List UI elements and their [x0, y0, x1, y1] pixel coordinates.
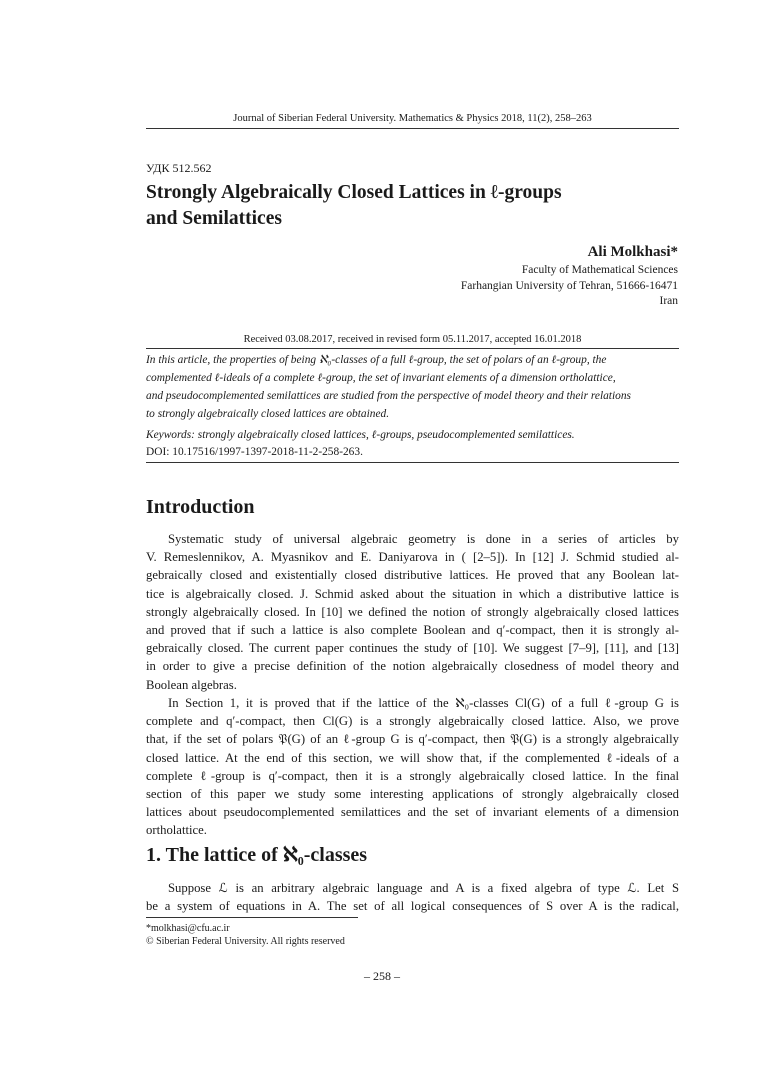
- text-line: closed lattice. At the end of this section, we will show that, if the complemented ℓ-ideals of a: [146, 750, 679, 765]
- text-line: V. Remeslennikov, A. Myasnikov and E. Daniyarova in ( [2–5]). In [12] J. Schmid studied al-: [146, 550, 679, 565]
- footnotes: [146, 922, 345, 948]
- text-line: Systematic study of universal algebraic geometry is done in a series of articles by: [168, 532, 679, 546]
- author-name: Ali Molkhasi*: [587, 244, 678, 260]
- title-line: and Semilattices: [146, 208, 282, 229]
- section-1-paragraph: [146, 879, 679, 915]
- affiliation-line: Faculty of Mathematical Sciences: [521, 264, 678, 276]
- text-line: lattices about pseudocomplemented semilattices and the set of invariant elements of a dimension: [146, 805, 679, 820]
- text-line: tice is algebraically closed. J. Schmid asked about the situation in which a distributive lattice is: [146, 586, 679, 601]
- affiliation-line: Farhangian University of Tehran, 51666-16471: [460, 279, 678, 292]
- text-line: section of this paper we study some interesting applications of strongly algebraically closed: [146, 787, 679, 802]
- received-dates: Received 03.08.2017, received in revised form 05.11.2017, accepted 16.01.2018: [243, 334, 582, 345]
- page-number: – 258 –: [364, 969, 400, 983]
- abstract-line: to strongly algebraically closed lattices are obtained.: [146, 408, 390, 420]
- abstract-top-rule: [146, 348, 679, 349]
- abstract-bottom-rule: [146, 462, 679, 463]
- text-line: complete and q′-compact, then Cl(G) is a strongly algebraically closed lattice. Also, we prove: [146, 714, 679, 729]
- text-line: Suppose ℒ is an arbitrary algebraic language and A is a fixed algebra of type ℒ. Let S: [168, 881, 679, 895]
- text-line: complete ℓ-group is q′-compact, then it is a strongly algebraically closed lattice. In the final: [146, 768, 679, 783]
- keywords: Keywords: strongly algebraically closed lattices, ℓ-groups, pseudocomplemented semilattices.: [146, 429, 575, 441]
- text-line: that, if the set of polars 𝔓(G) of an ℓ-group G is q′-compact, then 𝔓(G) is a strongly algebraically: [146, 732, 679, 747]
- introduction-heading: Introduction: [146, 496, 255, 518]
- intro-paragraph-1: [146, 530, 679, 694]
- header-rule: [146, 128, 679, 129]
- paper-title: [146, 180, 666, 232]
- abstract: [146, 351, 679, 423]
- text-line: ortholattice.: [146, 823, 207, 838]
- udk-code: УДК 512.562: [146, 161, 212, 175]
- abstract-line: In this article, the properties of being ℵ₀-classes of a full ℓ-group, the set of polars of an ℓ-group, the: [146, 354, 607, 366]
- footnote-email: *molkhasi@cfu.ac.ir: [146, 923, 230, 934]
- footnote-rule: [146, 917, 358, 918]
- running-head: Journal of Siberian Federal University. Mathematics & Physics 2018, 11(2), 258–263: [233, 113, 592, 124]
- affiliation-line: Iran: [659, 295, 678, 307]
- affiliation: [461, 263, 678, 310]
- text-line: strongly algebraically closed. In [10] we defined the notion of strongly algebraically closed lattices: [146, 604, 679, 619]
- title-line: Strongly Algebraically Closed Lattices in ℓ-groups: [146, 182, 562, 203]
- abstract-line: complemented ℓ-ideals of a complete ℓ-group, the set of invariant elements of a dimension ortholattice,: [146, 372, 616, 384]
- section-1-heading: 1. The lattice of ℵ₀-classes: [146, 844, 368, 866]
- footnote-copyright: © Siberian Federal University. All rights reserved: [146, 936, 345, 947]
- abstract-line: and pseudocomplemented semilattices are studied from the perspective of model theory and their relations: [146, 390, 631, 402]
- text-line: gebraically closed. The current paper continues the study of [10]. We suggest [7–9], [11], and [13]: [146, 641, 679, 656]
- text-line: Boolean algebras.: [146, 677, 237, 692]
- text-line: In Section 1, it is proved that if the lattice of the ℵ₀-classes Cl(G) of a full ℓ-group G is: [168, 696, 679, 710]
- doi: DOI: 10.17516/1997-1397-2018-11-2-258-263.: [146, 446, 363, 458]
- text-line: gebraically closed and existentially closed distributive lattices. He proved that any Boolean lat-: [146, 568, 679, 583]
- text-line: be a system of equations in A. The set of all logical consequences of S over A is the radical,: [146, 899, 679, 914]
- text-line: in order to give a precise definition of the notion algebraically closedness of model theory and: [146, 659, 679, 674]
- intro-paragraph-2: [146, 694, 679, 840]
- text-line: and proved that if such a lattice is also complete Boolean and q′-compact, then it is strongly al-: [146, 623, 679, 638]
